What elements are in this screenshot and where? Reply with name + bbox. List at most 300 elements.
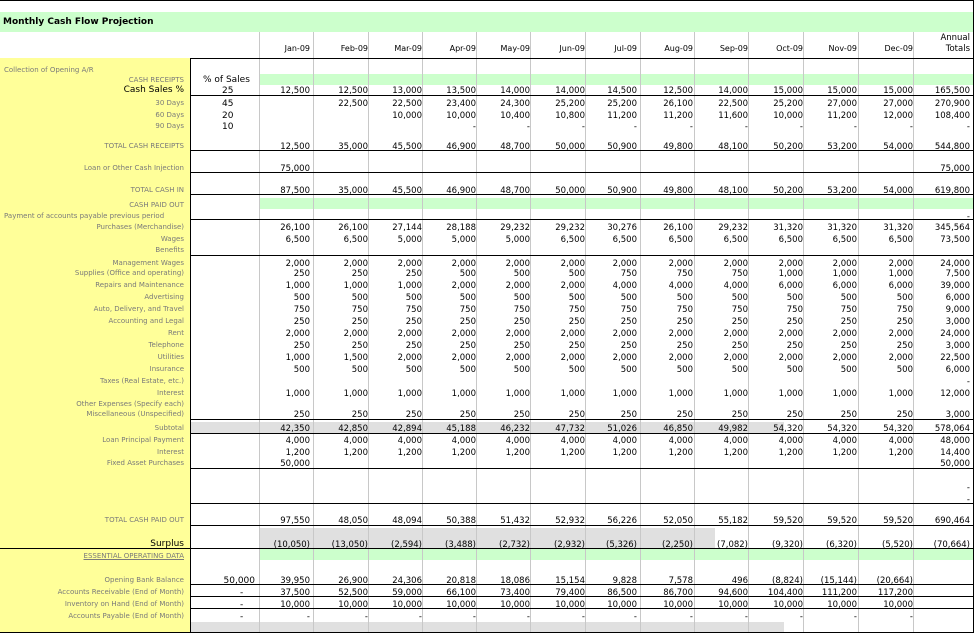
value-cell[interactable]: 12,000 xyxy=(940,389,970,399)
value-cell[interactable]: 54,000 xyxy=(883,186,913,196)
value-cell[interactable]: 500 xyxy=(731,365,748,375)
value-cell[interactable]: 10,400 xyxy=(500,111,530,121)
value-cell[interactable]: 500 xyxy=(731,293,748,303)
value-cell[interactable]: - xyxy=(472,612,476,622)
value-cell[interactable]: 50,000 xyxy=(280,459,310,469)
value-cell[interactable]: 26,100 xyxy=(663,223,693,233)
value-cell[interactable]: 24,000 xyxy=(940,329,970,339)
value-cell[interactable]: 9,828 xyxy=(612,576,637,586)
value-cell[interactable]: 10,000 xyxy=(607,600,637,610)
value-cell[interactable]: 1,200 xyxy=(451,448,476,458)
value-cell[interactable]: 6,500 xyxy=(285,235,310,245)
value-cell[interactable]: 2,000 xyxy=(560,281,585,291)
value-cell[interactable]: 2,000 xyxy=(451,281,476,291)
value-cell[interactable]: (13,050) xyxy=(331,540,368,550)
value-cell[interactable]: 500 xyxy=(676,365,693,375)
value-cell[interactable]: 104,400 xyxy=(767,588,803,598)
value-cell[interactable]: 3,000 xyxy=(945,341,970,351)
value-cell[interactable]: 48,000 xyxy=(940,436,970,446)
month-header[interactable]: May-09 xyxy=(500,44,530,53)
value-cell[interactable]: 11,200 xyxy=(663,111,693,121)
value-cell[interactable]: 2,000 xyxy=(285,259,310,269)
value-cell[interactable]: 500 xyxy=(293,365,310,375)
value-cell[interactable]: 46,232 xyxy=(500,424,530,434)
value-cell[interactable]: (15,144) xyxy=(820,576,857,586)
value-cell[interactable]: 1,000 xyxy=(668,389,693,399)
value-cell[interactable]: 750 xyxy=(676,269,693,279)
value-cell[interactable]: - xyxy=(966,377,970,387)
value-cell[interactable]: 46,900 xyxy=(446,142,476,152)
value-cell[interactable]: 31,320 xyxy=(883,223,913,233)
value-cell[interactable]: 250 xyxy=(731,341,748,351)
value-cell[interactable]: 14,000 xyxy=(500,86,530,96)
value-cell[interactable]: 1,000 xyxy=(285,389,310,399)
value-cell[interactable]: 2,000 xyxy=(505,281,530,291)
value-cell[interactable]: (70,664) xyxy=(933,540,970,550)
value-cell[interactable]: 250 xyxy=(405,317,422,327)
value-cell[interactable]: 26,100 xyxy=(338,223,368,233)
value-cell[interactable]: 2,000 xyxy=(668,353,693,363)
value-cell[interactable]: 31,320 xyxy=(773,223,803,233)
value-cell[interactable]: 59,520 xyxy=(827,516,857,526)
value-cell[interactable]: 47,732 xyxy=(555,424,585,434)
value-cell[interactable]: 6,500 xyxy=(560,235,585,245)
value-cell[interactable]: 2,000 xyxy=(832,329,857,339)
value-cell[interactable]: 46,850 xyxy=(663,424,693,434)
pct-cell-opening_bal[interactable]: 50,000 xyxy=(223,576,255,586)
value-cell[interactable]: 42,350 xyxy=(280,424,310,434)
value-cell[interactable]: 1,000 xyxy=(832,269,857,279)
value-cell[interactable]: 50,200 xyxy=(773,186,803,196)
value-cell[interactable]: 9,000 xyxy=(945,305,970,315)
value-cell[interactable]: 250 xyxy=(351,410,368,420)
value-cell[interactable]: 6,500 xyxy=(723,235,748,245)
value-cell[interactable]: 250 xyxy=(676,410,693,420)
value-cell[interactable]: 39,950 xyxy=(280,576,310,586)
value-cell[interactable]: 2,000 xyxy=(505,329,530,339)
value-cell[interactable]: 15,000 xyxy=(827,86,857,96)
value-cell[interactable]: 1,000 xyxy=(505,389,530,399)
value-cell[interactable]: - xyxy=(633,122,637,132)
value-cell[interactable]: - xyxy=(966,495,970,505)
value-cell[interactable]: 23,400 xyxy=(446,99,476,109)
value-cell[interactable]: 6,500 xyxy=(778,235,803,245)
value-cell[interactable]: 250 xyxy=(896,341,913,351)
value-cell[interactable]: 48,094 xyxy=(392,516,422,526)
value-cell[interactable]: 2,000 xyxy=(505,259,530,269)
value-cell[interactable]: 1,200 xyxy=(888,448,913,458)
value-cell[interactable]: 1,000 xyxy=(778,389,803,399)
value-cell[interactable]: 2,000 xyxy=(612,353,637,363)
value-cell[interactable]: 1,200 xyxy=(343,448,368,458)
value-cell[interactable]: 250 xyxy=(896,317,913,327)
value-cell[interactable]: 2,000 xyxy=(888,259,913,269)
value-cell[interactable]: 1,200 xyxy=(832,448,857,458)
value-cell[interactable]: 619,800 xyxy=(934,186,970,196)
value-cell[interactable]: 750 xyxy=(620,269,637,279)
value-cell[interactable]: 1,000 xyxy=(343,281,368,291)
value-cell[interactable]: 2,000 xyxy=(343,329,368,339)
value-cell[interactable]: 500 xyxy=(513,365,530,375)
month-header[interactable]: Feb-09 xyxy=(340,44,368,53)
value-cell[interactable]: - xyxy=(472,122,476,132)
value-cell[interactable]: 28,188 xyxy=(446,223,476,233)
value-cell[interactable]: 1,500 xyxy=(343,353,368,363)
value-cell[interactable]: 750 xyxy=(513,305,530,315)
month-header[interactable]: Nov-09 xyxy=(828,44,857,53)
month-header[interactable]: Jun-09 xyxy=(559,44,585,53)
value-cell[interactable]: 49,982 xyxy=(718,424,748,434)
value-cell[interactable]: 10,000 xyxy=(338,600,368,610)
value-cell[interactable]: 75,000 xyxy=(280,164,310,174)
value-cell[interactable]: 2,000 xyxy=(723,259,748,269)
value-cell[interactable]: 20,818 xyxy=(446,576,476,586)
value-cell[interactable]: 73,500 xyxy=(940,235,970,245)
value-cell[interactable]: - xyxy=(909,612,913,622)
value-cell[interactable]: 250 xyxy=(620,341,637,351)
value-cell[interactable]: 750 xyxy=(786,305,803,315)
value-cell[interactable]: 6,000 xyxy=(945,293,970,303)
value-cell[interactable]: 4,000 xyxy=(397,436,422,446)
value-cell[interactable]: 4,000 xyxy=(612,281,637,291)
value-cell[interactable]: (20,664) xyxy=(876,576,913,586)
value-cell[interactable]: 2,000 xyxy=(888,329,913,339)
value-cell[interactable]: 750 xyxy=(731,305,748,315)
value-cell[interactable]: 5,000 xyxy=(451,235,476,245)
value-cell[interactable]: 500 xyxy=(676,293,693,303)
value-cell[interactable]: 12,500 xyxy=(280,86,310,96)
value-cell[interactable]: 500 xyxy=(896,365,913,375)
value-cell[interactable]: 53,200 xyxy=(827,142,857,152)
pct-cell-cash_sales[interactable]: 25 xyxy=(222,86,234,96)
value-cell[interactable]: 6,500 xyxy=(832,235,857,245)
value-cell[interactable]: 10,000 xyxy=(555,600,585,610)
value-cell[interactable]: 250 xyxy=(840,317,857,327)
value-cell[interactable]: 4,000 xyxy=(343,436,368,446)
value-cell[interactable]: 1,200 xyxy=(668,448,693,458)
value-cell[interactable]: 29,232 xyxy=(500,223,530,233)
value-cell[interactable]: 270,900 xyxy=(934,99,970,109)
value-cell[interactable]: 10,000 xyxy=(392,600,422,610)
value-cell[interactable]: 6,000 xyxy=(888,281,913,291)
value-cell[interactable]: 250 xyxy=(840,410,857,420)
value-cell[interactable]: - xyxy=(526,122,530,132)
value-cell[interactable]: 108,400 xyxy=(934,111,970,121)
value-cell[interactable]: 500 xyxy=(459,293,476,303)
value-cell[interactable]: 10,000 xyxy=(280,600,310,610)
value-cell[interactable]: 500 xyxy=(351,365,368,375)
value-cell[interactable]: 1,200 xyxy=(723,448,748,458)
value-cell[interactable]: 29,232 xyxy=(718,223,748,233)
month-header[interactable]: Jul-09 xyxy=(614,44,637,53)
value-cell[interactable]: (7,082) xyxy=(717,540,748,550)
value-cell[interactable]: 500 xyxy=(513,293,530,303)
value-cell[interactable]: 11,200 xyxy=(827,111,857,121)
value-cell[interactable]: 500 xyxy=(840,365,857,375)
value-cell[interactable]: 1,000 xyxy=(560,389,585,399)
value-cell[interactable]: 6,000 xyxy=(945,365,970,375)
value-cell[interactable]: 2,000 xyxy=(723,353,748,363)
value-cell[interactable]: 1,200 xyxy=(612,448,637,458)
value-cell[interactable]: 500 xyxy=(786,365,803,375)
value-cell[interactable]: 3,000 xyxy=(945,317,970,327)
value-cell[interactable]: 15,000 xyxy=(883,86,913,96)
value-cell[interactable]: 42,894 xyxy=(392,424,422,434)
value-cell[interactable]: 7,578 xyxy=(668,576,693,586)
value-cell[interactable]: (8,824) xyxy=(772,576,803,586)
value-cell[interactable]: 26,100 xyxy=(663,99,693,109)
value-cell[interactable]: 2,000 xyxy=(397,259,422,269)
value-cell[interactable]: 10,000 xyxy=(500,600,530,610)
value-cell[interactable]: 50,388 xyxy=(446,516,476,526)
value-cell[interactable]: 2,000 xyxy=(397,353,422,363)
value-cell[interactable]: 27,144 xyxy=(392,223,422,233)
value-cell[interactable]: 250 xyxy=(513,341,530,351)
value-cell[interactable]: 29,232 xyxy=(555,223,585,233)
value-cell[interactable]: 15,154 xyxy=(555,576,585,586)
value-cell[interactable]: 39,000 xyxy=(940,281,970,291)
value-cell[interactable]: 544,800 xyxy=(934,142,970,152)
value-cell[interactable]: 12,000 xyxy=(883,111,913,121)
value-cell[interactable]: 30,276 xyxy=(607,223,637,233)
value-cell[interactable]: 250 xyxy=(405,269,422,279)
value-cell[interactable]: 4,000 xyxy=(612,436,637,446)
value-cell[interactable]: 15,000 xyxy=(773,86,803,96)
value-cell[interactable]: 49,800 xyxy=(663,186,693,196)
value-cell[interactable]: 4,000 xyxy=(832,436,857,446)
value-cell[interactable]: 1,200 xyxy=(397,448,422,458)
value-cell[interactable]: 2,000 xyxy=(285,329,310,339)
month-header[interactable]: Dec-09 xyxy=(884,44,913,53)
value-cell[interactable]: 2,000 xyxy=(832,353,857,363)
value-cell[interactable]: - xyxy=(581,612,585,622)
value-cell[interactable]: 59,520 xyxy=(883,516,913,526)
month-header[interactable]: Mar-09 xyxy=(394,44,422,53)
value-cell[interactable]: 250 xyxy=(293,317,310,327)
value-cell[interactable]: 2,000 xyxy=(778,353,803,363)
value-cell[interactable]: 250 xyxy=(513,410,530,420)
value-cell[interactable]: 250 xyxy=(351,317,368,327)
value-cell[interactable]: 750 xyxy=(840,305,857,315)
value-cell[interactable]: 4,000 xyxy=(888,436,913,446)
value-cell[interactable]: 500 xyxy=(513,269,530,279)
value-cell[interactable]: - xyxy=(581,122,585,132)
value-cell[interactable]: 10,800 xyxy=(555,111,585,121)
value-cell[interactable]: 37,500 xyxy=(280,588,310,598)
value-cell[interactable]: - xyxy=(966,122,970,132)
value-cell[interactable]: 250 xyxy=(786,410,803,420)
value-cell[interactable]: 22,500 xyxy=(338,99,368,109)
value-cell[interactable]: 11,600 xyxy=(718,111,748,121)
value-cell[interactable]: 6,500 xyxy=(888,235,913,245)
value-cell[interactable]: 48,100 xyxy=(718,186,748,196)
value-cell[interactable]: 10,000 xyxy=(718,600,748,610)
value-cell[interactable]: 250 xyxy=(513,317,530,327)
pct-cell-ar_end[interactable]: - xyxy=(240,588,244,598)
value-cell[interactable]: 45,188 xyxy=(446,424,476,434)
value-cell[interactable]: 10,000 xyxy=(773,600,803,610)
value-cell[interactable]: 2,000 xyxy=(505,353,530,363)
value-cell[interactable]: 45,500 xyxy=(392,142,422,152)
value-cell[interactable]: 1,000 xyxy=(723,389,748,399)
value-cell[interactable]: 48,700 xyxy=(500,186,530,196)
value-cell[interactable]: 500 xyxy=(568,293,585,303)
value-cell[interactable]: 2,000 xyxy=(723,329,748,339)
value-cell[interactable]: 165,500 xyxy=(934,86,970,96)
value-cell[interactable]: 51,432 xyxy=(500,516,530,526)
sheet-title[interactable]: Monthly Cash Flow Projection xyxy=(3,17,154,27)
value-cell[interactable]: 94,600 xyxy=(718,588,748,598)
value-cell[interactable]: 53,200 xyxy=(827,186,857,196)
pct-cell-inventory[interactable]: - xyxy=(240,600,244,610)
value-cell[interactable]: (10,050) xyxy=(273,540,310,550)
value-cell[interactable]: 50,000 xyxy=(555,142,585,152)
value-cell[interactable]: 750 xyxy=(459,305,476,315)
value-cell[interactable]: - xyxy=(799,612,803,622)
value-cell[interactable]: 1,000 xyxy=(285,353,310,363)
value-cell[interactable]: 50,000 xyxy=(555,186,585,196)
value-cell[interactable]: - xyxy=(689,122,693,132)
value-cell[interactable]: - xyxy=(966,483,970,493)
value-cell[interactable]: 50,900 xyxy=(607,186,637,196)
value-cell[interactable]: 4,000 xyxy=(723,281,748,291)
value-cell[interactable]: 56,226 xyxy=(607,516,637,526)
value-cell[interactable]: 10,000 xyxy=(663,600,693,610)
value-cell[interactable]: 26,900 xyxy=(338,576,368,586)
value-cell[interactable]: 54,320 xyxy=(827,424,857,434)
value-cell[interactable]: 13,000 xyxy=(392,86,422,96)
value-cell[interactable]: 500 xyxy=(896,293,913,303)
value-cell[interactable]: 7,500 xyxy=(945,269,970,279)
value-cell[interactable]: 500 xyxy=(459,365,476,375)
value-cell[interactable]: 250 xyxy=(568,341,585,351)
value-cell[interactable]: 3,000 xyxy=(945,410,970,420)
value-cell[interactable]: 49,800 xyxy=(663,142,693,152)
value-cell[interactable]: 14,000 xyxy=(555,86,585,96)
value-cell[interactable]: 25,200 xyxy=(607,99,637,109)
value-cell[interactable]: 750 xyxy=(351,305,368,315)
value-cell[interactable]: 2,000 xyxy=(560,259,585,269)
value-cell[interactable]: 2,000 xyxy=(778,259,803,269)
value-cell[interactable]: (2,732) xyxy=(499,540,530,550)
value-cell[interactable]: - xyxy=(799,122,803,132)
value-cell[interactable]: 750 xyxy=(676,305,693,315)
month-header[interactable]: Sep-09 xyxy=(719,44,748,53)
value-cell[interactable]: 52,500 xyxy=(338,588,368,598)
value-cell[interactable]: 5,000 xyxy=(397,235,422,245)
value-cell[interactable]: 27,000 xyxy=(827,99,857,109)
value-cell[interactable]: 750 xyxy=(405,305,422,315)
value-cell[interactable]: 14,400 xyxy=(940,448,970,458)
value-cell[interactable]: 6,500 xyxy=(668,235,693,245)
value-cell[interactable]: 12,500 xyxy=(280,142,310,152)
value-cell[interactable]: 250 xyxy=(351,269,368,279)
value-cell[interactable]: (6,320) xyxy=(826,540,857,550)
value-cell[interactable]: 500 xyxy=(620,293,637,303)
value-cell[interactable]: 13,500 xyxy=(446,86,476,96)
value-cell[interactable]: 750 xyxy=(293,305,310,315)
value-cell[interactable]: 2,000 xyxy=(451,353,476,363)
value-cell[interactable]: 6,000 xyxy=(832,281,857,291)
value-cell[interactable]: 10,000 xyxy=(446,600,476,610)
value-cell[interactable]: 496 xyxy=(731,576,748,586)
value-cell[interactable]: 6,500 xyxy=(612,235,637,245)
value-cell[interactable]: 1,200 xyxy=(505,448,530,458)
pct-cell-d90[interactable]: 10 xyxy=(222,122,234,132)
value-cell[interactable]: 250 xyxy=(293,410,310,420)
value-cell[interactable]: 500 xyxy=(840,293,857,303)
value-cell[interactable]: - xyxy=(306,612,310,622)
value-cell[interactable]: (5,520) xyxy=(882,540,913,550)
value-cell[interactable]: 250 xyxy=(459,317,476,327)
value-cell[interactable]: 26,100 xyxy=(280,223,310,233)
value-cell[interactable]: 50,900 xyxy=(607,142,637,152)
pct-cell-d60[interactable]: 20 xyxy=(222,111,234,121)
value-cell[interactable]: 48,700 xyxy=(500,142,530,152)
value-cell[interactable]: 54,320 xyxy=(883,424,913,434)
value-cell[interactable]: 1,000 xyxy=(778,269,803,279)
value-cell[interactable]: 31,320 xyxy=(827,223,857,233)
value-cell[interactable]: 10,000 xyxy=(446,111,476,121)
value-cell[interactable]: 10,000 xyxy=(773,111,803,121)
value-cell[interactable]: 690,464 xyxy=(934,516,970,526)
value-cell[interactable]: - xyxy=(633,612,637,622)
value-cell[interactable]: 22,500 xyxy=(940,353,970,363)
value-cell[interactable]: 18,086 xyxy=(500,576,530,586)
month-header[interactable]: Oct-09 xyxy=(776,44,803,53)
value-cell[interactable]: 24,000 xyxy=(940,259,970,269)
value-cell[interactable]: 54,320 xyxy=(773,424,803,434)
value-cell[interactable]: 250 xyxy=(568,317,585,327)
value-cell[interactable]: 2,000 xyxy=(451,259,476,269)
value-cell[interactable]: 2,000 xyxy=(612,259,637,269)
value-cell[interactable]: - xyxy=(689,612,693,622)
value-cell[interactable]: (9,320) xyxy=(772,540,803,550)
value-cell[interactable]: 46,900 xyxy=(446,186,476,196)
value-cell[interactable]: 79,400 xyxy=(555,588,585,598)
value-cell[interactable]: 250 xyxy=(731,410,748,420)
value-cell[interactable]: 6,500 xyxy=(343,235,368,245)
value-cell[interactable]: 10,000 xyxy=(883,600,913,610)
value-cell[interactable]: 50,000 xyxy=(940,459,970,469)
value-cell[interactable]: 4,000 xyxy=(451,436,476,446)
value-cell[interactable]: 250 xyxy=(351,341,368,351)
value-cell[interactable]: 250 xyxy=(786,317,803,327)
value-cell[interactable]: 1,000 xyxy=(285,281,310,291)
value-cell[interactable]: 10,000 xyxy=(827,600,857,610)
value-cell[interactable]: 66,100 xyxy=(446,588,476,598)
value-cell[interactable]: 250 xyxy=(293,341,310,351)
value-cell[interactable]: 22,500 xyxy=(392,99,422,109)
annual-totals-header[interactable] xyxy=(924,33,970,55)
value-cell[interactable]: 2,000 xyxy=(668,329,693,339)
value-cell[interactable]: - xyxy=(909,122,913,132)
value-cell[interactable]: 750 xyxy=(568,305,585,315)
value-cell[interactable]: - xyxy=(418,612,422,622)
value-cell[interactable]: 750 xyxy=(731,269,748,279)
value-cell[interactable]: 250 xyxy=(568,410,585,420)
value-cell[interactable]: 12,500 xyxy=(663,86,693,96)
value-cell[interactable]: 500 xyxy=(568,365,585,375)
value-cell[interactable]: 25,200 xyxy=(555,99,585,109)
value-cell[interactable]: - xyxy=(853,612,857,622)
value-cell[interactable]: 2,000 xyxy=(560,353,585,363)
value-cell[interactable]: 35,000 xyxy=(338,186,368,196)
value-cell[interactable]: 54,000 xyxy=(883,142,913,152)
value-cell[interactable]: 250 xyxy=(405,341,422,351)
value-cell[interactable]: 2,000 xyxy=(888,353,913,363)
value-cell[interactable]: 12,500 xyxy=(338,86,368,96)
